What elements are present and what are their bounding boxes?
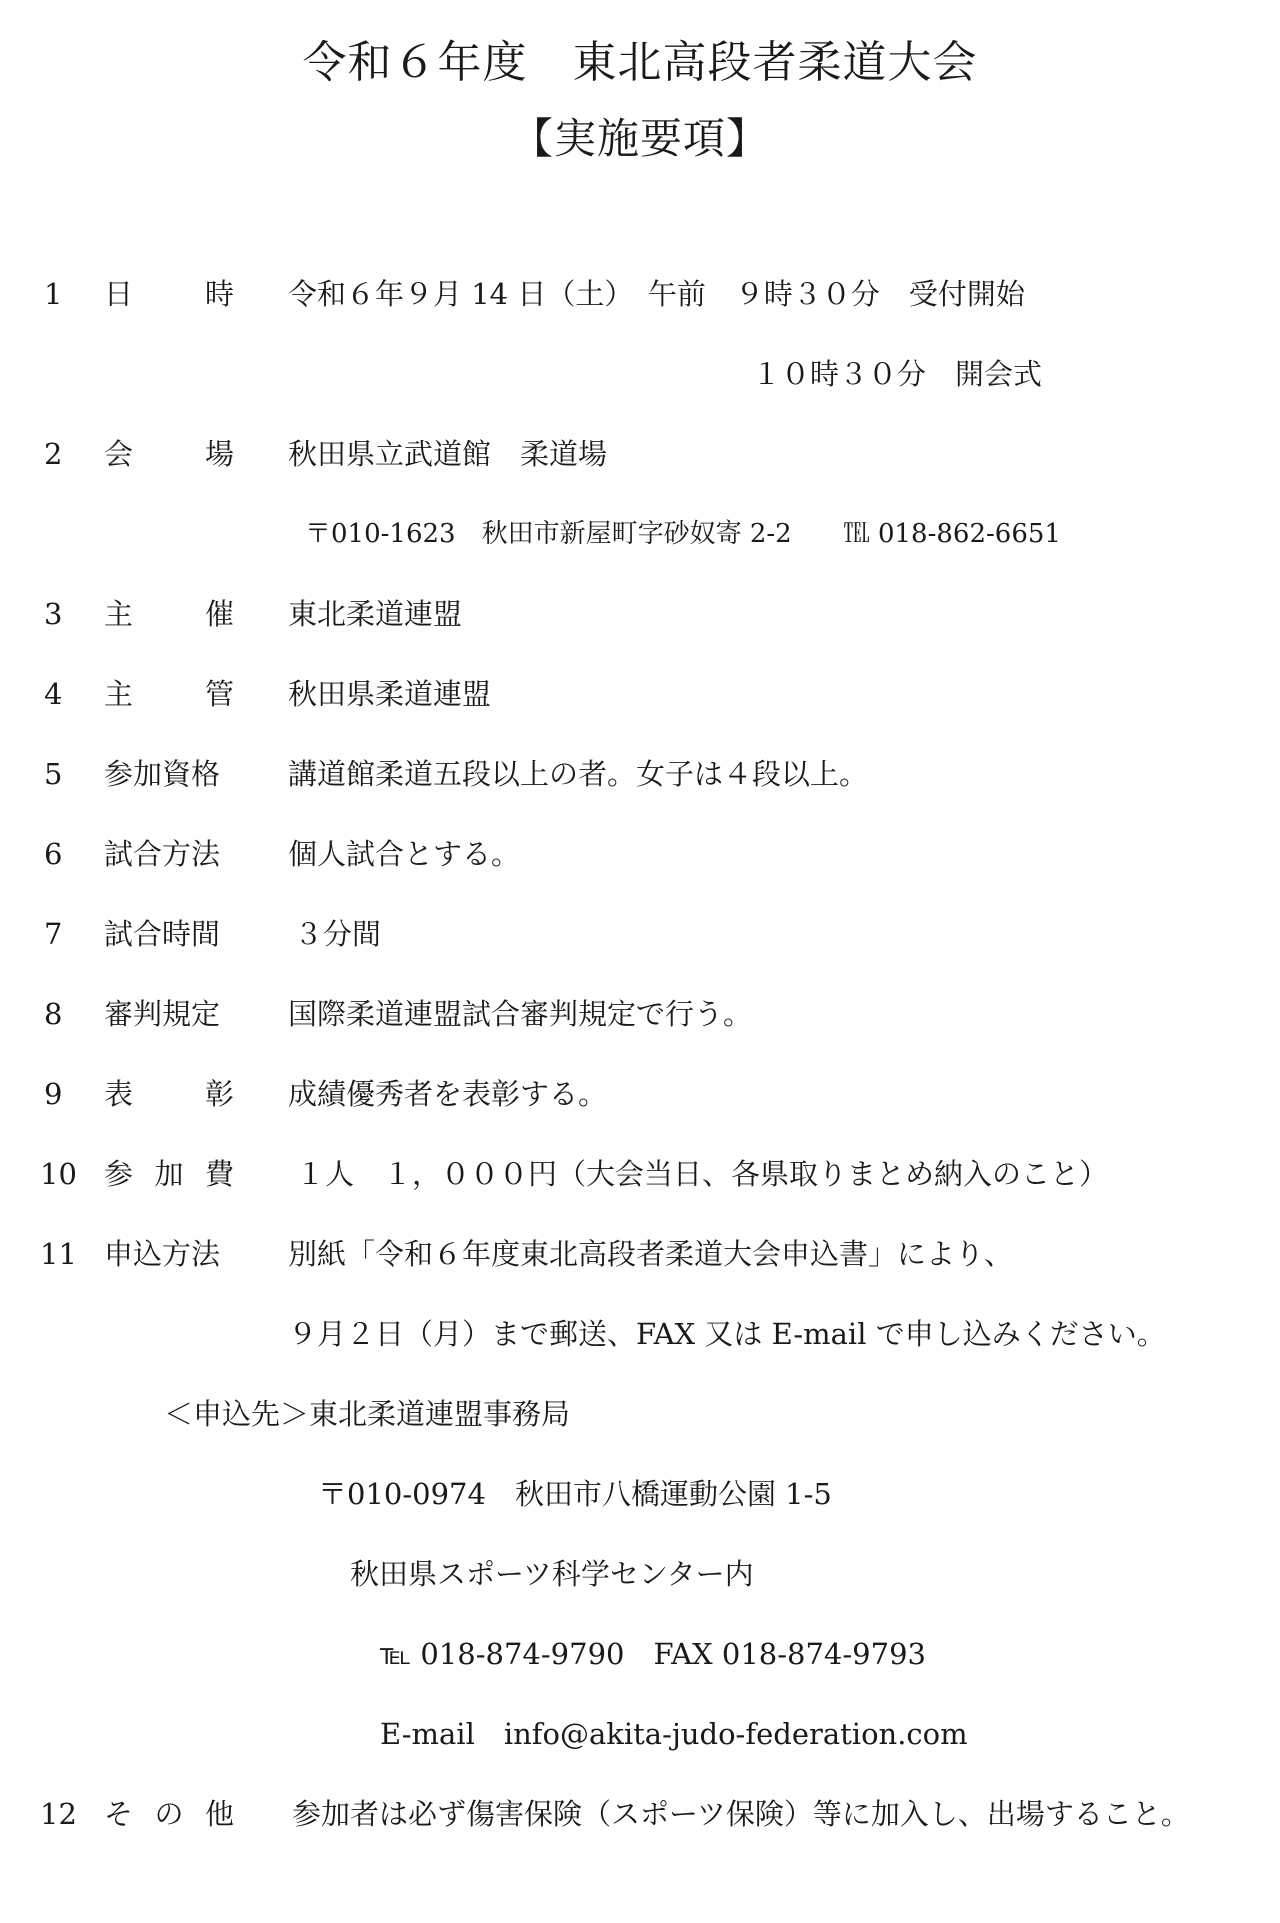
item-label: そ の 他 (104, 1797, 234, 1831)
item-value: ３分間 (294, 917, 382, 951)
item-number: 7 (44, 917, 63, 951)
contact-building: 秋田県スポーツ科学センター内 (350, 1557, 754, 1591)
document-subtitle: 【実施要項】 (510, 114, 769, 163)
item-label: 申込方法 (104, 1237, 221, 1271)
item-number: 5 (44, 757, 63, 791)
item-number: 11 (40, 1237, 77, 1271)
venue-address: 〒010-1623 秋田市新屋町字砂奴寄 2-2 ℡ 018-862-6651 (305, 519, 1061, 549)
item-label: 試合時間 (104, 917, 221, 951)
item-application (0, 1232, 1280, 1276)
contact-phone: ℡ 018-874-9790 FAX 018-874-9793 (380, 1637, 926, 1671)
item-value: 秋田県立武道館 柔道場 (288, 437, 608, 471)
item-eligibility (0, 752, 1280, 796)
item-value: 東北柔道連盟 (288, 597, 463, 631)
item-match-time (0, 912, 1280, 956)
item-organizer (0, 592, 1280, 636)
contact-address: 〒010-0974 秋田市八橋運動公園 1-5 (318, 1477, 832, 1511)
document-title: 令和６年度 東北高段者柔道大会 (302, 37, 978, 88)
contact-building-line (0, 1552, 1280, 1596)
item-number: 8 (44, 997, 63, 1031)
item-value: 成績優秀者を表彰する。 (288, 1077, 608, 1111)
item-value: 講道館柔道五段以上の者。女子は４段以上。 (288, 757, 869, 791)
item-label: 主 管 (104, 677, 234, 711)
item-refereeing-rules (0, 992, 1280, 1036)
item-venue (0, 432, 1280, 476)
contact-email-line (0, 1712, 1280, 1756)
item-value: 令和６年９月 14 日（土） 午前 ９時３０分 受付開始 (288, 277, 1025, 311)
item-number: 10 (40, 1157, 77, 1191)
item-fee (0, 1152, 1280, 1196)
item-number: 9 (44, 1077, 63, 1111)
item-label: 参加資格 (104, 757, 221, 791)
item-value: 参加者は必ず傷害保険（スポーツ保険）等に加入し、出場すること。 (292, 1797, 1190, 1831)
item-number: 2 (44, 437, 63, 471)
item-match-format (0, 832, 1280, 876)
item-host (0, 672, 1280, 716)
venue-address-line (0, 512, 1280, 556)
item-datetime (0, 272, 1280, 316)
item-label: 主 催 (104, 597, 234, 631)
item-label: 審判規定 (104, 997, 221, 1031)
contact-heading: ＜申込先＞東北柔道連盟事務局 (164, 1397, 571, 1431)
item-label: 日 時 (104, 277, 234, 311)
item-value: 別紙「令和６年度東北高段者柔道大会申込書」により、 (288, 1237, 1014, 1271)
item-value: １人 １，０００円（大会当日、各県取りまとめ納入のこと） (296, 1157, 1109, 1191)
contact-email: E-mail info@akita-judo-federation.com (380, 1717, 968, 1751)
item-other (0, 1792, 1280, 1836)
item-label: 会 場 (104, 437, 234, 471)
application-deadline: ９月２日（月）まで郵送、FAX 又は E-mail で申し込みください。 (288, 1317, 1166, 1351)
item-number: 3 (44, 597, 63, 631)
item-label: 参 加 費 (104, 1157, 234, 1191)
item-datetime-opening (0, 352, 1280, 396)
item-number: 1 (44, 277, 63, 311)
application-deadline-line (0, 1312, 1280, 1356)
item-value: 秋田県柔道連盟 (288, 677, 492, 711)
item-number: 6 (44, 837, 63, 871)
opening-ceremony-time: １０時３０分 開会式 (752, 357, 1043, 391)
item-number: 4 (44, 677, 63, 711)
contact-heading-line (0, 1392, 1280, 1436)
item-label: 表 彰 (104, 1077, 234, 1111)
item-value: 国際柔道連盟試合審判規定で行う。 (288, 997, 753, 1031)
item-number: 12 (40, 1797, 77, 1831)
item-awards (0, 1072, 1280, 1116)
contact-address-line (0, 1472, 1280, 1516)
contact-phone-line (0, 1632, 1280, 1676)
item-label: 試合方法 (104, 837, 221, 871)
item-value: 個人試合とする。 (288, 837, 521, 871)
